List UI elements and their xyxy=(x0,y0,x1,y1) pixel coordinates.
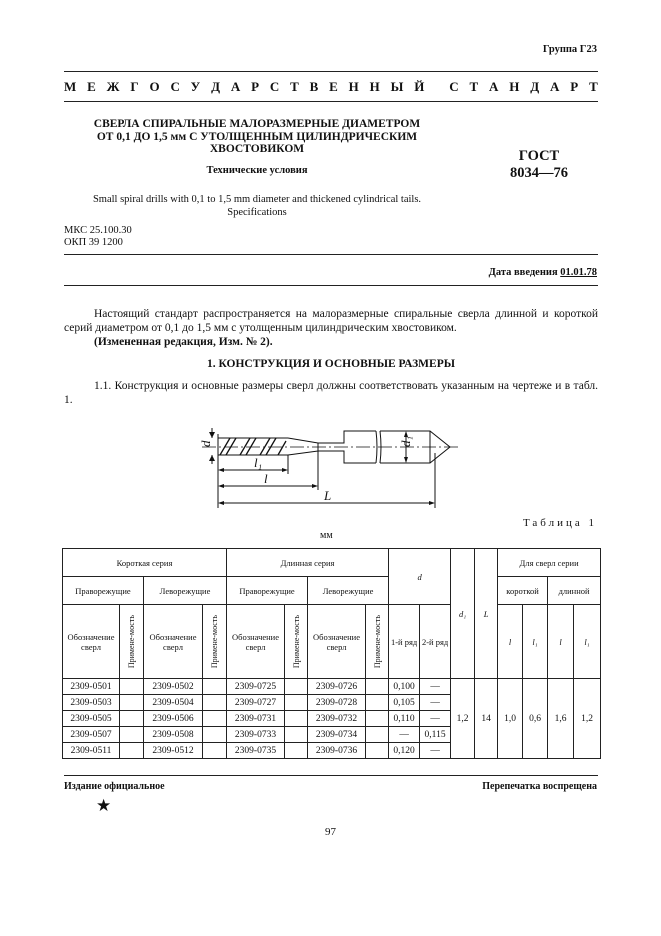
cell-usage xyxy=(285,727,308,743)
cell-common-l_short: 1,0 xyxy=(498,679,523,759)
cell-d2: — xyxy=(420,743,451,759)
header-row1: 1-й ряд xyxy=(389,605,420,679)
cell-sr: 2309-0501 xyxy=(63,679,120,695)
cell-usage xyxy=(203,711,227,727)
gost-label: ГОСТ xyxy=(518,148,560,164)
cell-common-l1_long: 1,2 xyxy=(574,679,601,759)
official-edition: Издание официальное xyxy=(64,781,165,792)
cell-common-l1_short: 0,6 xyxy=(523,679,548,759)
banner-letter: М xyxy=(64,79,77,94)
banner-letter: Ж xyxy=(106,79,120,94)
banner-letter: В xyxy=(309,79,319,94)
header-designation: Обозначение сверл xyxy=(308,605,366,679)
cell-sl: 2309-0512 xyxy=(144,743,203,759)
cell-usage xyxy=(285,711,308,727)
header-for-series: Для сверл серии xyxy=(498,549,601,577)
cell-common-L: 14 xyxy=(475,679,498,759)
cell-sr: 2309-0503 xyxy=(63,695,120,711)
gost-code: 8034—76 xyxy=(510,165,568,181)
cell-usage xyxy=(120,743,144,759)
label-L: L xyxy=(324,488,332,503)
transition-top xyxy=(288,431,376,443)
cell-usage xyxy=(366,695,389,711)
banner-letter: Д xyxy=(530,79,540,94)
cell-ll: 2309-0736 xyxy=(308,743,366,759)
banner-letter: Н xyxy=(509,79,520,94)
cell-usage xyxy=(285,743,308,759)
header-d1: d₁ xyxy=(451,549,475,679)
cell-sl: 2309-0508 xyxy=(144,727,203,743)
banner-letter xyxy=(435,79,438,95)
header-usage: Примене-мость xyxy=(291,614,301,669)
drill-dimensions-table xyxy=(62,548,601,759)
english-title-line-1: Small spiral drills with 0,1 to 1,5 mm diameter and thickened cylindrical tails. xyxy=(92,194,422,205)
cell-d1: 0,110 xyxy=(389,711,420,727)
clause-1-1: 1.1. Конструкция и основные размеры сверл должны соответствовать указанным на чертеже и в табл. 1. xyxy=(64,380,598,406)
banner-letter: О xyxy=(149,79,160,94)
header-short-right: Праворежущие xyxy=(63,577,144,605)
cell-lr: 2309-0735 xyxy=(227,743,285,759)
effective-date-value: 01.01.78 xyxy=(560,267,597,278)
codes-rule xyxy=(64,254,598,255)
footer-rule xyxy=(64,775,598,776)
cell-usage xyxy=(203,695,227,711)
table-caption: Таблица 1 xyxy=(522,517,597,529)
transition-bottom xyxy=(288,451,376,463)
header-short-sub: короткой xyxy=(498,577,548,605)
interstate-standard-banner xyxy=(64,79,598,95)
cell-d1: 0,105 xyxy=(389,695,420,711)
flute-hatching xyxy=(220,438,286,455)
banner-letter: Т xyxy=(589,79,598,94)
table-unit: мм xyxy=(320,530,333,541)
okp-code: ОКП 39 1200 xyxy=(64,237,123,248)
cell-d1: 0,100 xyxy=(389,679,420,695)
table-row xyxy=(63,679,601,695)
banner-letter: Р xyxy=(570,79,579,94)
cell-sl: 2309-0502 xyxy=(144,679,203,695)
banner-letter: Е xyxy=(329,79,338,94)
banner-letter: Р xyxy=(251,79,260,94)
drill-drawing xyxy=(192,418,462,518)
document-subtitle: Технические условия xyxy=(206,165,308,176)
label-d1: d₁ xyxy=(398,435,413,447)
section-heading: 1. КОНСТРУКЦИЯ И ОСНОВНЫЕ РАЗМЕРЫ xyxy=(206,358,456,370)
cell-usage xyxy=(120,727,144,743)
header-short-series: Короткая серия xyxy=(63,549,227,577)
label-l1: l₁ xyxy=(254,455,263,470)
banner-letter: С xyxy=(269,79,280,94)
title-line-2: ОТ 0,1 ДО 1,5 мм С УТОЛЩЕННЫМ ЦИЛИНДРИЧЕСКИМ xyxy=(96,130,418,143)
header-long-sub: длинной xyxy=(548,577,601,605)
cell-sr: 2309-0505 xyxy=(63,711,120,727)
cell-d2: 0,115 xyxy=(420,727,451,743)
banner-letter: А xyxy=(489,79,499,94)
cell-usage xyxy=(366,711,389,727)
cell-ll: 2309-0734 xyxy=(308,727,366,743)
header-l1-long: l₁ xyxy=(574,605,601,679)
cell-usage xyxy=(285,695,308,711)
cell-usage xyxy=(120,679,144,695)
top-rule xyxy=(64,71,598,72)
cell-usage xyxy=(366,727,389,743)
header-l-short: l xyxy=(498,605,523,679)
cell-usage xyxy=(120,711,144,727)
banner-letter: Й xyxy=(414,79,425,94)
cell-usage xyxy=(285,679,308,695)
banner-letter: А xyxy=(230,79,241,94)
cell-d2: — xyxy=(420,711,451,727)
cell-lr: 2309-0731 xyxy=(227,711,285,727)
cell-usage xyxy=(366,679,389,695)
banner-letter: Т xyxy=(290,79,299,94)
title-line-3: ХВОСТОВИКОМ xyxy=(209,143,305,155)
header-usage: Примене-мость xyxy=(210,614,219,669)
header-short-left: Леворежущие xyxy=(144,577,227,605)
header-usage: Примене-мость xyxy=(127,614,136,669)
header-designation: Обозначение сверл xyxy=(144,605,203,679)
cell-d1: 0,120 xyxy=(389,743,420,759)
banner-letter: Н xyxy=(348,79,359,94)
classification-codes xyxy=(64,225,132,249)
cell-sl: 2309-0506 xyxy=(144,711,203,727)
header-d: d xyxy=(389,549,451,605)
banner-letter: Е xyxy=(87,79,96,94)
header-designation: Обозначение сверл xyxy=(63,605,120,679)
banner-letter: Д xyxy=(211,79,221,94)
header-long-series: Длинная серия xyxy=(227,549,389,577)
banner-letter: А xyxy=(550,79,560,94)
english-title-line-2: Specifications xyxy=(227,207,287,218)
document-title xyxy=(64,118,450,156)
english-title xyxy=(64,193,450,219)
cell-lr: 2309-0727 xyxy=(227,695,285,711)
header-long-left: Леворежущие xyxy=(308,577,389,605)
banner-letter: С xyxy=(170,79,180,94)
cell-usage xyxy=(203,727,227,743)
reprint-prohibited: Перепечатка воспрещена xyxy=(482,781,597,792)
banner-rule xyxy=(64,101,598,102)
gost-number xyxy=(487,148,591,182)
header-long-right: Праворежущие xyxy=(227,577,308,605)
page-number: 97 xyxy=(325,826,336,838)
star-icon: ★ xyxy=(96,796,112,815)
banner-letter: У xyxy=(190,79,201,94)
cell-usage xyxy=(366,743,389,759)
banner-letter: Ы xyxy=(390,79,404,94)
banner-letter: Г xyxy=(130,79,139,94)
cell-lr: 2309-0725 xyxy=(227,679,285,695)
title-line-1: СВЕРЛА СПИРАЛЬНЫЕ МАЛОРАЗМЕРНЫЕ ДИАМЕТРОМ xyxy=(93,118,421,130)
revision-note: (Измененная редакция, Изм. № 2). xyxy=(94,336,273,348)
cell-sr: 2309-0511 xyxy=(63,743,120,759)
cell-ll: 2309-0726 xyxy=(308,679,366,695)
cell-sl: 2309-0504 xyxy=(144,695,203,711)
effective-date xyxy=(489,267,597,278)
label-l: l xyxy=(264,471,268,486)
cell-d2: — xyxy=(420,679,451,695)
effective-date-label: Дата введения xyxy=(488,267,558,278)
cell-usage xyxy=(203,679,227,695)
cell-sr: 2309-0507 xyxy=(63,727,120,743)
cell-ll: 2309-0728 xyxy=(308,695,366,711)
group-label: Группа Г23 xyxy=(542,44,597,55)
mks-code: МКС 25.100.30 xyxy=(64,225,132,236)
cell-usage xyxy=(120,695,144,711)
intro-paragraph: Настоящий стандарт распространяется на малоразмерные спиральные сверла длинной и короткой серий диаметром от 0,1 до 1,5 мм с утолщенным цилиндрическим хвостовиком. xyxy=(64,308,598,334)
cell-common-d1: 1,2 xyxy=(451,679,475,759)
header-designation: Обозначение сверл xyxy=(227,605,285,679)
banner-letter: Т xyxy=(469,79,479,94)
banner-letter: С xyxy=(449,79,459,94)
header-L: L xyxy=(475,549,498,679)
label-d: d xyxy=(198,440,213,447)
banner-letter: Н xyxy=(369,79,380,94)
date-rule xyxy=(64,285,598,286)
cell-common-l_long: 1,6 xyxy=(548,679,574,759)
header-usage: Примене-мость xyxy=(372,614,382,669)
header-l1-short: l₁ xyxy=(523,605,548,679)
header-l-long: l xyxy=(548,605,574,679)
header-row2: 2-й ряд xyxy=(420,605,451,679)
cell-ll: 2309-0732 xyxy=(308,711,366,727)
cell-usage xyxy=(203,743,227,759)
cell-d1: — xyxy=(389,727,420,743)
cell-lr: 2309-0733 xyxy=(227,727,285,743)
cell-d2: — xyxy=(420,695,451,711)
